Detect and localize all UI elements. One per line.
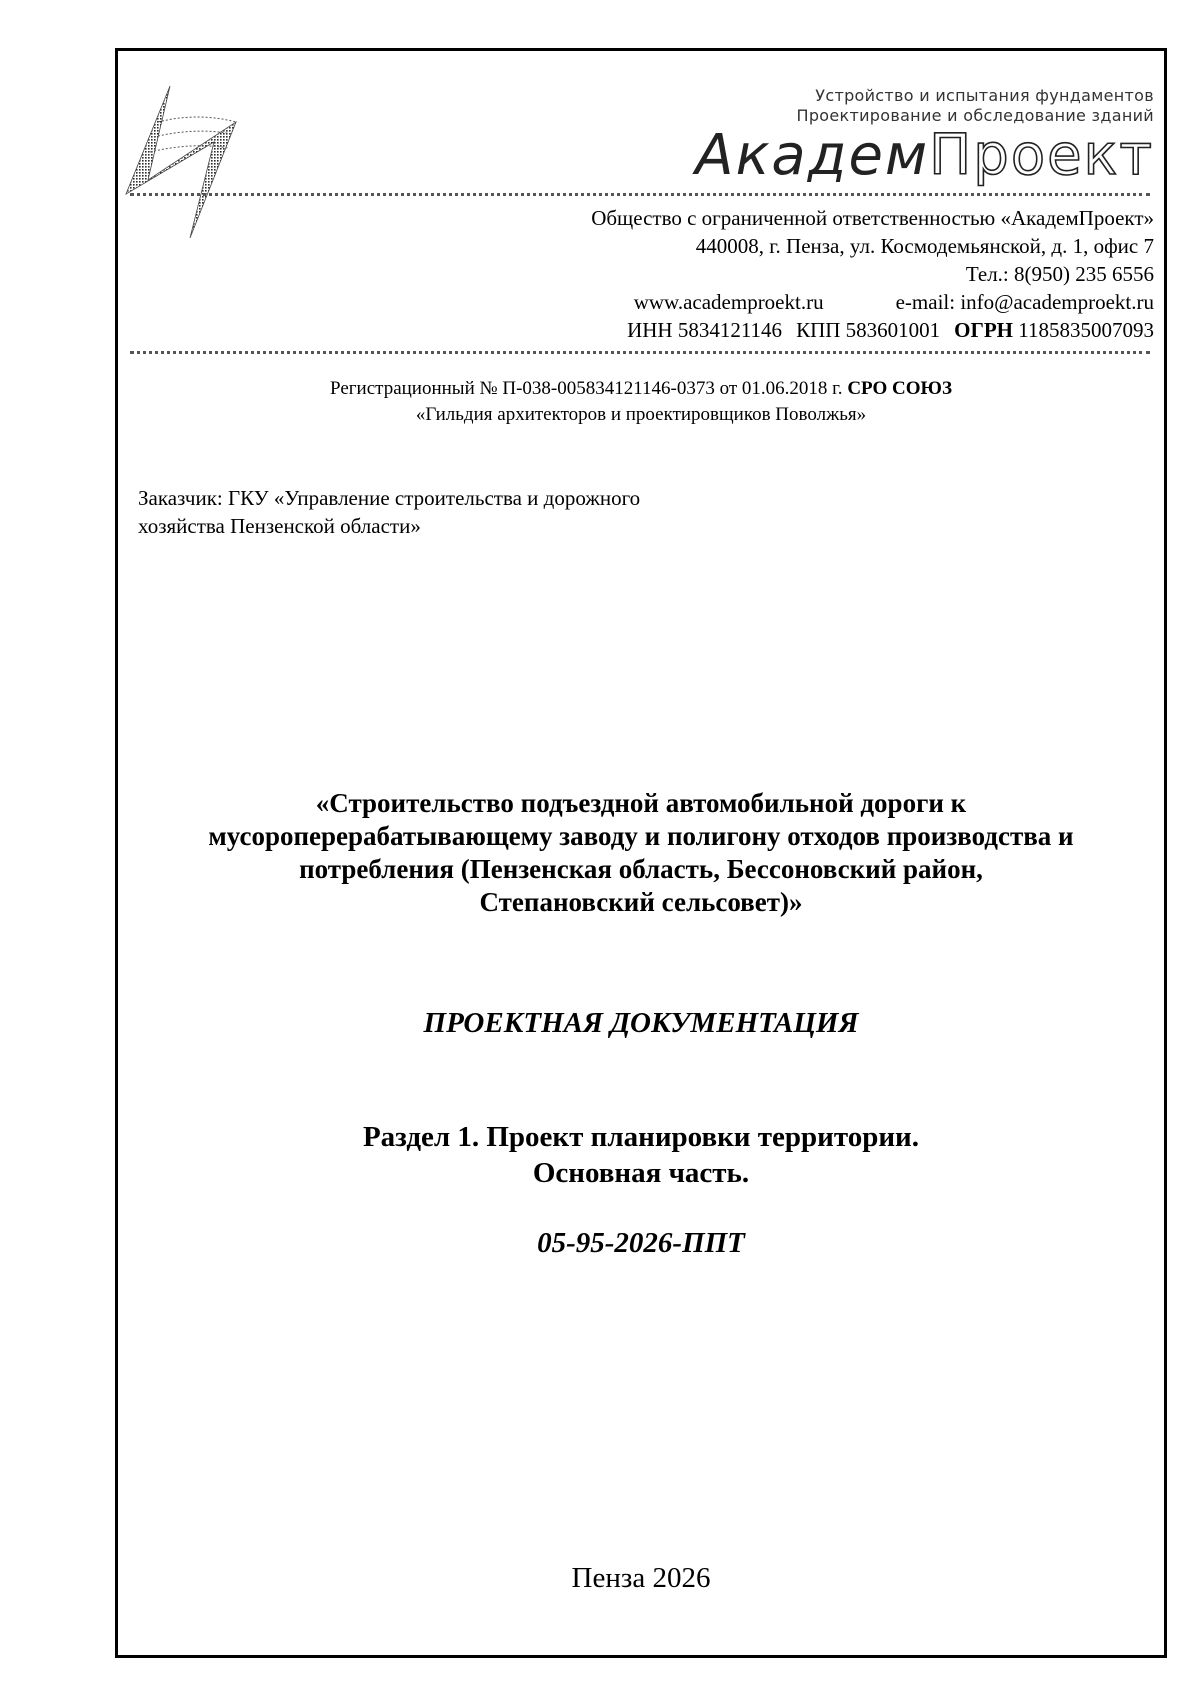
- customer-line-2: хозяйства Пензенской области»: [138, 514, 421, 538]
- section-line-2: Основная часть.: [532, 1157, 750, 1189]
- brand-part-1: Академ: [695, 123, 930, 188]
- company-inn: ИНН 5834121146: [627, 318, 783, 342]
- company-ogrn-label: ОГРН: [954, 318, 1014, 342]
- company-phone: Тел.: 8(950) 235 6556: [965, 262, 1154, 286]
- company-email: e-mail: info@academproekt.ru: [895, 290, 1154, 314]
- header-divider-bottom: [130, 351, 1150, 354]
- footer-city-year: Пенза 2026: [571, 1562, 711, 1594]
- company-address: 440008, г. Пенза, ул. Космодемьянской, д. 1, офис 7: [695, 234, 1154, 258]
- section-heading: [115, 1119, 1167, 1191]
- section-line-1: Раздел 1. Проект планировки территории.: [362, 1121, 920, 1153]
- company-ogrn-number: 1185835007093: [1018, 318, 1154, 342]
- company-contacts-row: [591, 288, 1154, 316]
- project-title-line-3: потребления (Пензенская область, Бессоновский район,: [299, 854, 983, 884]
- project-title-line-4: Степановский сельсовет)»: [479, 887, 803, 917]
- company-website: www.academproekt.ru: [633, 290, 824, 314]
- customer-block: [138, 484, 778, 540]
- company-name: Общество с ограниченной ответственностью «АкадемПроект»: [591, 206, 1154, 230]
- header-divider-top: [130, 193, 1150, 196]
- tagline-line-2: Проектирование и обследование зданий: [796, 106, 1154, 125]
- project-title: [115, 787, 1167, 919]
- sro-org: СРО СОЮЗ: [847, 378, 952, 399]
- company-details: [591, 204, 1154, 344]
- document-type: ПРОЕКТНАЯ ДОКУМЕНТАЦИЯ: [423, 1007, 859, 1039]
- company-tagline: [797, 86, 1155, 126]
- company-logo-icon: [118, 82, 244, 238]
- document-code: 05-95-2026-ППТ: [537, 1227, 745, 1259]
- sro-registration: [115, 376, 1167, 428]
- company-registration-row: [591, 316, 1154, 344]
- brand-wordmark: [695, 124, 1154, 188]
- project-title-line-2: мусороперерабатывающему заводу и полигону отходов производства и: [208, 821, 1074, 851]
- brand-part-2: Проект: [929, 123, 1154, 188]
- sro-guild: «Гильдия архитекторов и проектировщиков Поволжья»: [415, 404, 867, 425]
- project-title-line-1: «Строительство подъездной автомобильной дороги к: [315, 788, 967, 818]
- company-kpp: КПП 583601001: [796, 318, 941, 342]
- tagline-line-1: Устройство и испытания фундаментов: [815, 86, 1154, 105]
- customer-line-1: Заказчик: ГКУ «Управление строительства и дорожного: [138, 486, 641, 510]
- sro-registration-number: Регистрационный № П-038-005834121146-0373 от 01.06.2018 г.: [330, 378, 843, 399]
